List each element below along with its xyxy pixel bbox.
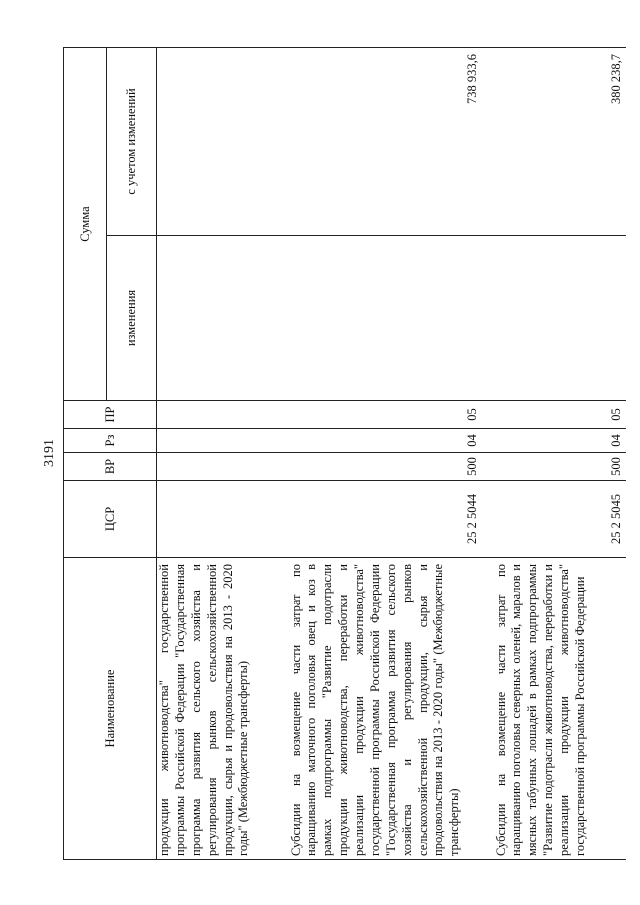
header-rz: Рз: [64, 429, 157, 453]
row-csr: 25 2 5045: [482, 481, 626, 558]
table-row: [482, 48, 626, 860]
row-total: [157, 48, 277, 236]
row-name: Субсидии на возмещение части затрат по наращиванию поголовья северных оленей, маралов и мясных табунных лошадей в рамках подпрограммы "Развитие подотрасли животноводства, переработки и реализации продукции животноводства" государственной программы Российской Федерации: [482, 558, 626, 860]
table-row: [277, 48, 482, 860]
header-change: изменения: [107, 236, 157, 401]
row-name: Субсидии на возмещение части затрат по наращиванию маточного поголовья овец и коз в рамках подпрограммы "Развитие подотрасли продукции животноводства, переработки и реализации продукции животноводства" государственной программы Российской Федерации "Государственная программа развития сельского хозяйства и регулирования рынков сельскохозяйственной продукции, сырья и продовольствия на 2013 - 2020 годы" (Межбюджетные трансферты): [277, 558, 482, 860]
row-total: 380 238,7: [482, 48, 626, 236]
row-rz: 04: [482, 429, 626, 453]
header-vr: ВР: [64, 453, 157, 481]
budget-table: [63, 47, 626, 860]
row-change: [482, 236, 626, 401]
row-csr: [157, 481, 277, 558]
row-vr: [157, 453, 277, 481]
row-csr: 25 2 5044: [277, 481, 482, 558]
row-pr: [157, 401, 277, 429]
header-name: Наименование: [64, 558, 157, 860]
row-vr: 500: [277, 453, 482, 481]
table-row: [157, 48, 277, 860]
row-rz: [157, 429, 277, 453]
row-change: [157, 236, 277, 401]
page-number: 3191: [42, 439, 57, 467]
header-csr: ЦСР: [64, 481, 157, 558]
row-pr: 05: [277, 401, 482, 429]
row-total: 738 933,6: [277, 48, 482, 236]
row-vr: 500: [482, 453, 626, 481]
row-rz: 04: [277, 429, 482, 453]
header-pr: ПР: [64, 401, 157, 429]
header-sum: Сумма: [64, 48, 107, 401]
row-name: продукции животноводства" государственной программы Российской Федерации "Государственная программа развития сельского хозяйства и регулирования рынков сельскохозяйственной продукции, сырья и продовольствия на 2013 - 2020 годы" (Межбюджетные трансферты): [157, 558, 277, 860]
row-pr: 05: [482, 401, 626, 429]
header-with-change: с учетом изменений: [107, 48, 157, 236]
row-change: [277, 236, 482, 401]
